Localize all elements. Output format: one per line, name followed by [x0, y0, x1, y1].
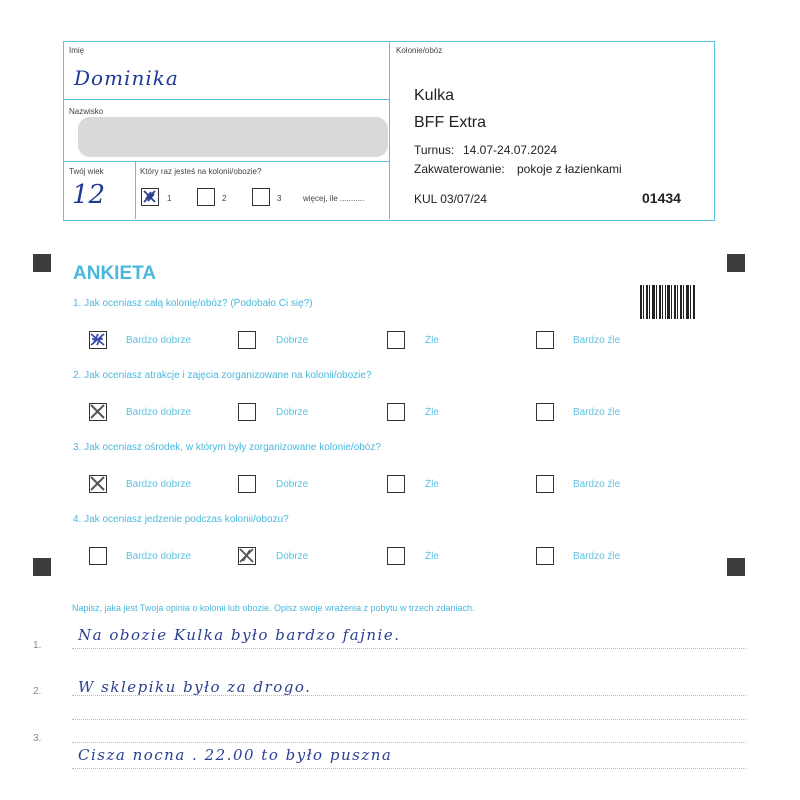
writing-line — [72, 695, 746, 696]
camp-program: BFF Extra — [414, 114, 487, 131]
camp-name: Kulka — [414, 87, 455, 104]
q1-option-1: Bardzo dobrze — [126, 335, 192, 346]
question-1: 1. Jak oceniasz całą kolonię/obóz? (Podobało Ci się?) — [73, 298, 313, 309]
name-value[interactable]: Dominika — [74, 66, 179, 90]
times-option-2: 2 — [222, 194, 227, 203]
divider — [389, 41, 390, 219]
writing-line — [72, 719, 746, 720]
q1-option-4: Bardzo źle — [573, 335, 621, 346]
q3-checkbox-dobrze[interactable] — [238, 475, 256, 493]
q2-option-3: Źle — [425, 407, 439, 418]
age-label: Twój wiek — [69, 167, 104, 176]
q1-checkbox-zle[interactable] — [387, 331, 405, 349]
q4-checkbox-dobrze[interactable] — [238, 547, 256, 565]
q4-checkbox-bardzo-dobrze[interactable] — [89, 547, 107, 565]
q4-option-3: Źle — [425, 551, 439, 562]
q2-option-1: Bardzo dobrze — [126, 407, 192, 418]
q4-checkbox-bardzo-zle[interactable] — [536, 547, 554, 565]
question-2: 2. Jak oceniasz atrakcje i zajęcia zorganizowane na kolonii/obozie? — [73, 370, 372, 381]
registration-mark — [727, 254, 745, 272]
q1-checkbox-bardzo-zle[interactable] — [536, 331, 554, 349]
writing-line — [72, 768, 746, 769]
q3-checkbox-bardzo-dobrze[interactable] — [89, 475, 107, 493]
checkmark-icon — [239, 548, 254, 563]
times-checkbox-3[interactable] — [252, 188, 270, 206]
q2-checkbox-bardzo-dobrze[interactable] — [89, 403, 107, 421]
q3-checkbox-bardzo-zle[interactable] — [536, 475, 554, 493]
q4-checkbox-zle[interactable] — [387, 547, 405, 565]
opinion-line-3[interactable]: Cisza nocna . 22.00 to było puszna — [78, 746, 393, 764]
q1-option-3: Źle — [425, 335, 439, 346]
opinion-line-2[interactable]: W sklepiku było za drogo. — [78, 678, 312, 696]
q1-checkbox-dobrze[interactable] — [238, 331, 256, 349]
form-number: 01434 — [642, 190, 681, 206]
registration-mark — [33, 558, 51, 576]
turnus-value: 14.07-24.07.2024 — [463, 143, 558, 157]
q3-option-4: Bardzo źle — [573, 479, 621, 490]
q3-option-1: Bardzo dobrze — [126, 479, 192, 490]
times-label: Który raz jesteś na kolonii/obozie? — [140, 167, 262, 176]
times-more-label: więcej, ile ........... — [303, 194, 365, 203]
redacted-surname — [78, 117, 388, 157]
line-number-3: 3. — [33, 733, 42, 744]
age-value[interactable]: 12 — [72, 180, 106, 210]
q4-option-2: Dobrze — [276, 551, 309, 562]
q2-checkbox-dobrze[interactable] — [238, 403, 256, 421]
divider — [63, 161, 389, 162]
barcode-icon — [640, 285, 696, 319]
checkmark-icon — [90, 332, 105, 347]
camp-code: KUL 03/07/24 — [414, 192, 487, 206]
divider — [135, 161, 136, 219]
registration-mark — [33, 254, 51, 272]
times-option-3: 3 — [277, 194, 282, 203]
name-label: Imię — [69, 46, 85, 55]
times-option-1: 1 — [167, 194, 172, 203]
checkmark-icon — [90, 404, 105, 419]
times-checkbox-2[interactable] — [197, 188, 215, 206]
times-checkbox-1[interactable] — [141, 188, 159, 206]
accommodation-label: Zakwaterowanie: — [414, 162, 505, 176]
divider — [63, 99, 389, 100]
q4-option-1: Bardzo dobrze — [126, 551, 192, 562]
writing-line — [72, 742, 746, 743]
question-4: 4. Jak oceniasz jedzenie podczas kolonii/obozu? — [73, 514, 289, 525]
q3-option-3: Źle — [425, 479, 439, 490]
opinion-prompt: Napisz, jaka jest Twoja opinia o kolonii lub obozie. Opisz swoje wrażenia z pobytu w trzech zdaniach. — [72, 603, 475, 613]
q3-checkbox-zle[interactable] — [387, 475, 405, 493]
line-number-1: 1. — [33, 640, 42, 651]
registration-mark — [727, 558, 745, 576]
q2-checkbox-zle[interactable] — [387, 403, 405, 421]
q2-checkbox-bardzo-zle[interactable] — [536, 403, 554, 421]
q1-option-2: Dobrze — [276, 335, 309, 346]
camp-label: Kolonie/obóz — [396, 46, 443, 55]
line-number-2: 2. — [33, 686, 42, 697]
q2-option-4: Bardzo źle — [573, 407, 621, 418]
checkmark-icon — [90, 476, 105, 491]
q4-option-4: Bardzo źle — [573, 551, 621, 562]
checkmark-icon — [142, 189, 157, 204]
surname-label: Nazwisko — [69, 107, 104, 116]
survey-title: ANKIETA — [73, 263, 157, 284]
question-3: 3. Jak oceniasz ośrodek, w którym były zorganizowane kolonie/obóz? — [73, 442, 381, 453]
turnus-label: Turnus: — [414, 143, 455, 157]
q2-option-2: Dobrze — [276, 407, 309, 418]
q1-checkbox-bardzo-dobrze[interactable] — [89, 331, 107, 349]
accommodation-value: pokoje z łazienkami — [517, 162, 622, 176]
writing-line — [72, 648, 746, 649]
q3-option-2: Dobrze — [276, 479, 309, 490]
opinion-line-1[interactable]: Na obozie Kulka było bardzo fajnie. — [78, 626, 401, 644]
